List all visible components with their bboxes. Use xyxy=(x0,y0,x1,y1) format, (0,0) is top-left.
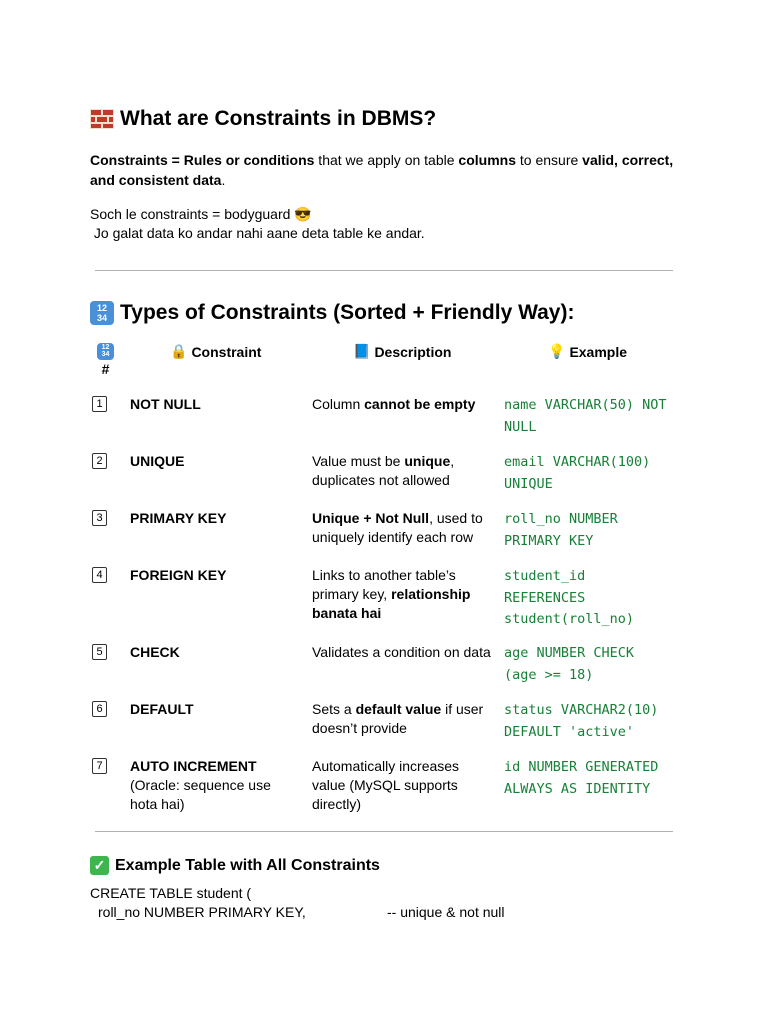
column-header-description-text: Description xyxy=(374,343,452,360)
constraint-note: (Oracle: sequence use hota hai) xyxy=(130,777,271,812)
column-header-number-text: # xyxy=(101,361,110,377)
page-title-text: What are Constraints in DBMS? xyxy=(120,107,437,130)
input-numbers-icon: 12 34 xyxy=(97,343,114,360)
description-emphasis: cannot be empty xyxy=(364,396,476,412)
row-number-keycap: 5 xyxy=(92,644,107,660)
constraint-description xyxy=(312,566,494,623)
types-heading-text: Types of Constraints (Sorted + Friendly Way): xyxy=(120,301,575,324)
column-header-number xyxy=(97,343,114,378)
constraint-name-cell xyxy=(130,757,295,814)
intro-text-3: . xyxy=(221,172,226,188)
input-numbers-icon: 12 34 xyxy=(90,301,114,325)
constraint-example-code: status VARCHAR2(10) DEFAULT 'active' xyxy=(504,702,659,740)
divider xyxy=(95,831,673,832)
intro-text-2: to ensure xyxy=(516,152,583,168)
constraint-description xyxy=(312,452,494,490)
intro-bold-3: valid, correct, and consistent data xyxy=(90,152,674,188)
constraint-example-code: roll_no NUMBER PRIMARY KEY xyxy=(504,511,618,549)
description-text: Value must be xyxy=(312,453,405,469)
row-number-keycap: 3 xyxy=(92,510,107,526)
bodyguard-line-2: Jo galat data ko andar nahi aane deta table ke andar. xyxy=(90,225,425,241)
code-line-2-comment: -- unique & not null xyxy=(387,904,505,920)
page-title xyxy=(90,107,436,131)
constraint-example-code: student_id REFERENCES student(roll_no) xyxy=(504,568,635,627)
code-line-1: CREATE TABLE student ( xyxy=(90,885,252,901)
constraint-description xyxy=(312,757,494,814)
column-header-description xyxy=(353,343,451,360)
constraint-name-cell xyxy=(130,643,295,662)
lock-icon: 🔒 xyxy=(170,343,188,359)
constraint-name-cell xyxy=(130,700,295,719)
constraint-name: FOREIGN KEY xyxy=(130,567,227,583)
constraint-example-code: id NUMBER GENERATED ALWAYS AS IDENTITY xyxy=(504,759,659,797)
row-number-keycap: 7 xyxy=(92,758,107,774)
book-icon: 📘 xyxy=(353,343,371,359)
constraint-name-cell xyxy=(130,395,295,414)
row-number-keycap: 1 xyxy=(92,396,107,412)
row-number-keycap: 4 xyxy=(92,567,107,583)
description-emphasis: relationship banata hai xyxy=(312,586,471,621)
constraint-name: NOT NULL xyxy=(130,396,201,412)
constraint-description xyxy=(312,395,494,414)
brick-icon xyxy=(90,107,114,131)
description-text: , used to uniquely identify each row xyxy=(312,510,483,545)
constraint-name-cell xyxy=(130,452,295,471)
description-emphasis: default value xyxy=(355,701,442,717)
constraint-name: AUTO INCREMENT xyxy=(130,758,257,774)
description-text: if user doesn’t provide xyxy=(312,701,484,736)
column-header-example xyxy=(548,343,627,360)
constraint-name-cell xyxy=(130,509,295,528)
intro-bold-2: columns xyxy=(458,152,516,168)
constraint-description xyxy=(312,643,494,662)
code-line-2: roll_no NUMBER PRIMARY KEY, xyxy=(98,904,306,920)
description-text: , duplicates not allowed xyxy=(312,453,455,488)
bodyguard-paragraph xyxy=(90,205,680,243)
column-header-example-text: Example xyxy=(569,343,628,360)
constraint-name: DEFAULT xyxy=(130,701,194,717)
constraint-example-code: name VARCHAR(50) NOT NULL xyxy=(504,397,667,435)
constraint-name: UNIQUE xyxy=(130,453,185,469)
description-text: Column xyxy=(312,396,365,412)
constraint-name-cell xyxy=(130,566,295,585)
description-text: Links to another table’s primary key, xyxy=(312,567,456,602)
intro-bold-1: Constraints = Rules or conditions xyxy=(90,152,315,168)
column-header-constraint-text: Constraint xyxy=(191,343,262,360)
constraint-description xyxy=(312,509,494,547)
divider xyxy=(95,270,673,271)
description-emphasis: unique xyxy=(404,453,451,469)
example-heading-text: Example Table with All Constraints xyxy=(115,856,380,874)
description-text: Validates a condition on data xyxy=(312,644,491,660)
constraint-example-code: email VARCHAR(100) UNIQUE xyxy=(504,454,651,492)
row-number-keycap: 6 xyxy=(92,701,107,717)
column-header-constraint xyxy=(170,343,261,360)
light-bulb-icon: 💡 xyxy=(548,343,566,359)
constraint-description xyxy=(312,700,494,738)
constraint-name: CHECK xyxy=(130,644,180,660)
intro-text-1: that we apply on table xyxy=(314,152,459,168)
row-number-keycap: 2 xyxy=(92,453,107,469)
types-heading xyxy=(90,301,574,325)
constraint-example-code: age NUMBER CHECK (age >= 18) xyxy=(504,645,635,683)
description-text: Automatically increases value (MySQL supports directly) xyxy=(312,758,460,812)
description-text: Sets a xyxy=(312,701,356,717)
check-mark-icon: ✓ xyxy=(90,856,109,875)
bodyguard-line-1: Soch le constraints = bodyguard 😎 xyxy=(90,206,312,222)
description-emphasis: Unique + Not Null xyxy=(312,510,430,526)
example-heading xyxy=(90,856,380,875)
intro-paragraph xyxy=(90,150,680,190)
constraint-name: PRIMARY KEY xyxy=(130,510,227,526)
